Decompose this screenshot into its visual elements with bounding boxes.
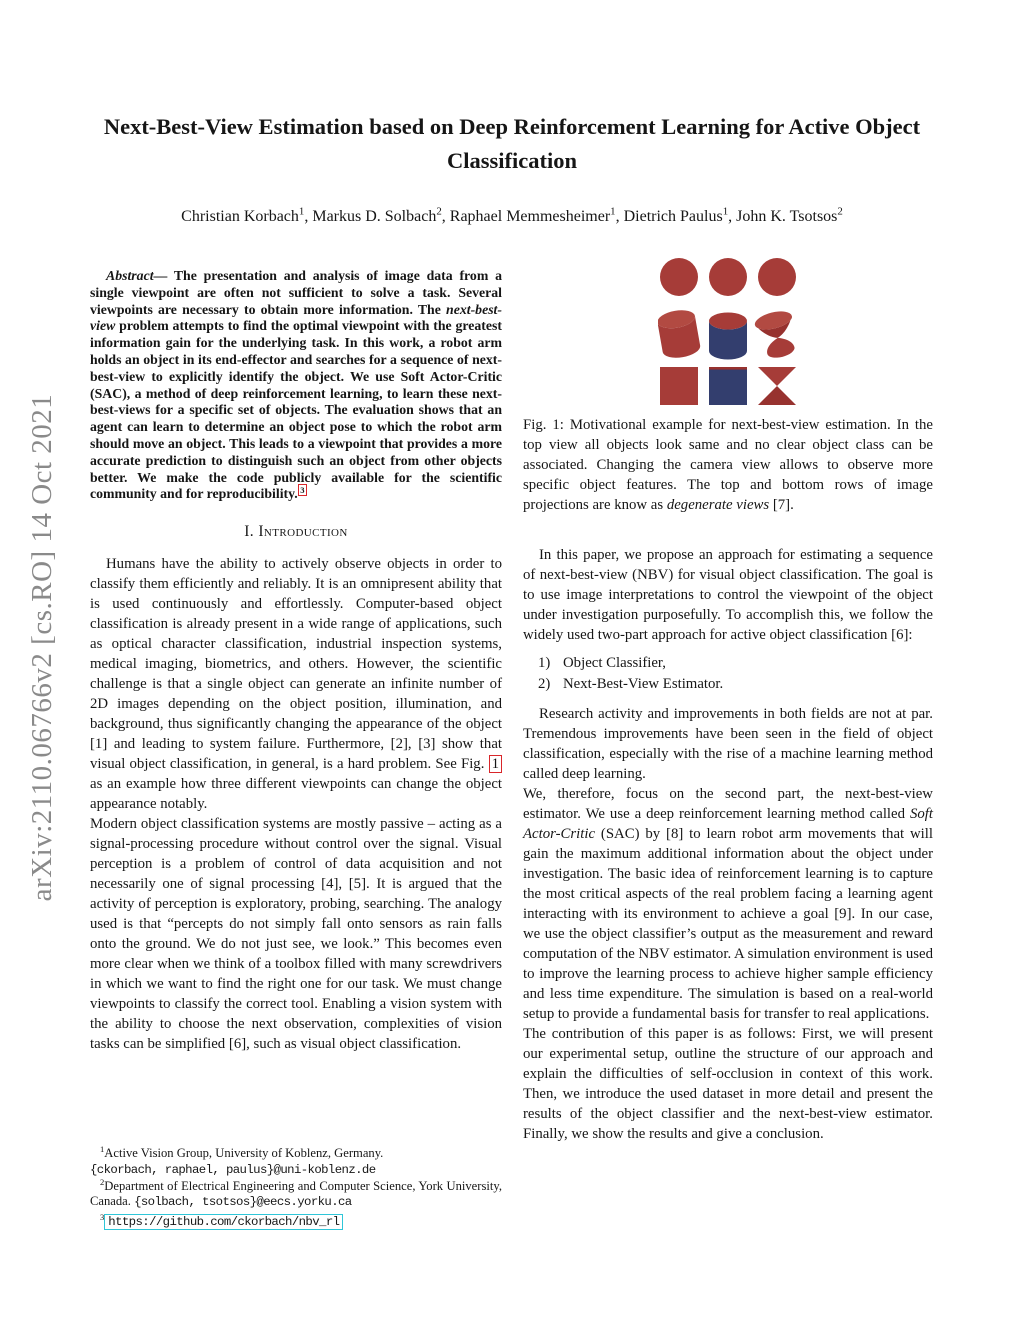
arxiv-banner: arXiv:2110.06766v2 [cs.RO] 14 Oct 2021 (26, 393, 58, 902)
fig1-top-view-circle-3 (758, 258, 796, 296)
fig1-blue-cylinder-red-top (709, 313, 747, 330)
right-paragraph-3: We, therefore, focus on the second part, the next-best-view estimator. We use a deep reinforcement learning method called Soft Actor-Critic (SAC) by [8] to learn robot arm movements that will gain the maximum additional information about the object under investigation. The basic idea of reinforcement learning is to capture the most critical aspects of the real problem facing a learning agent interacting with its environment to achieve a goal [9]. In our case, we use the object classifier’s output as the measurement and reward computation of the NBV estimator. A simulation environment is used to improve the learning process to achieve higher sample efficiency and less time expenditure. The simulation is based on a real-world setup to provide a fundamental basis for transfer to real applications. (523, 786, 933, 1022)
figure-1-reference-link[interactable]: 1 (489, 755, 502, 773)
list-item-marker: 1) (538, 655, 551, 671)
fig1-top-view-circle-2 (709, 258, 747, 296)
list-item-marker: 2) (538, 675, 551, 692)
list-item (523, 674, 933, 695)
right-column (523, 255, 933, 1144)
footnotes-block (90, 1143, 502, 1231)
right-paragraph-4: The contribution of this paper is as follows: First, we will present our experimental setup, outline the structure of our approach and explain the difficulties of self-occlusion in context of this work. Then, we introduce the used dataset in more detail and present the results of the object classifier and the next-best-view estimator. Finally, we show the results and give a conclusion. (523, 1026, 933, 1142)
footnote-2: $^2$Department of Electrical Engineering and Computer Science, York University, Canada. {solbach, tsotsos}@eecs.yorku.ca (90, 1176, 502, 1210)
fig1-side-view-blue-square (709, 367, 747, 405)
list-item-text: Object Classifier, (563, 655, 666, 671)
intro-paragraph-2: Modern object classification systems are mostly passive – acting as a signal-processing procedure without control over the signal. Visual perception is a problem of control of data acquisition and not necessarily one of signal processing [4], [5]. It is argued that the activity of perception is exploratory, probing, searching. The analogy used is that “percepts do not simply fall onto sensors as rain falls onto the ground. We do not just see, we look.” This becomes even more clear when we think of a toolbox filled with many screwdrivers in which we want to find the right one for our task. We must change viewpoints to classify the correct tool. Enabling a vision system with the ability to choose the next observation, complexities of vision tasks can be simplified [6], such as visual object classification. (90, 816, 502, 1053)
intro-paragraph-1: Humans have the ability to actively observe objects in order to classify them efficiently and reliably. It is an omnipresent ability that is used continuously and effortlessly. Computer-based object classification is already present in a wide range of applications, such as optical character classification, industrial inspection systems, medical imaging, biometrics, and others. However, the scientific challenge is that a single object can generate an infinite number of 2D images depending on the object position, illumination, and background, thus significantly changing the appearance of the object [1] and leading to system failure. Furthermore, [2], [3] show that visual object classification, in general, is a hard problem. See Fig. 1 as an example how three different viewpoints can change the object appearance notably. (90, 556, 502, 813)
fig1-top-view-circle-1 (660, 258, 698, 296)
footnote-3: $^3$ https://github.com/ckorbach/nbv_rl (90, 1214, 502, 1231)
fig1-side-view-red-square (660, 367, 698, 405)
github-repo-link[interactable]: https://github.com/ckorbach/nbv_rl (104, 1214, 343, 1230)
figure-1-caption: Fig. 1: Motivational example for next-best-view estimation. In the top view all objects look same and no clear object class can be associated. Changing the camera view allows to observe more specific object features. The top and bottom rows of image projections are know as degenerate views [7]. (523, 417, 933, 513)
footnote-1: $^1$Active Vision Group, University of Koblenz, Germany. {ckorbach, raphael, paulus}@uni-koblenz.de (90, 1143, 384, 1177)
paper-title: Next-Best-View Estimation based on Deep Reinforcement Learning for Active Object Classification (103, 114, 921, 173)
fig1-blue-square-top-edge (709, 367, 747, 370)
fig1-angled-red-cylinder (658, 308, 702, 361)
list-item (523, 653, 933, 674)
fig1-hourglass-lower-cone (764, 335, 796, 361)
fig1-bowtie-top-triangle (758, 367, 796, 386)
two-part-approach-list (523, 653, 933, 694)
abstract: Abstract— The presentation and analysis of image data from a single viewpoint are often not sufficient to solve a task. Several viewpoints are necessary to obtain more information. The next-best-view problem attempts to find the optimal viewpoint with the greatest information gain for the underlying task. In this work, a robot arm holds an object in its end-effector and searches for a sequence of next-best-view to explicitly identify the object. We use Soft Actor-Critic (SAC), a method of deep reinforcement learning, to learn these next-best-views for a specific set of objects. The evaluation shows that an agent can learn to determine an object pose to which the robot arm should move an object. This leads to a viewpoint that provides a more accurate prediction to distinguish such an object from other objects better. We make the code publicly available for the scientific community and for reproducibility. $^3$ (90, 268, 502, 502)
right-paragraph-1: In this paper, we propose an approach for estimating a sequence of next-best-view (NBV) for visual object classification. The goal is to use image interpretations to control the viewpoint of the object under investigation purposefully. To accomplish this, we follow the widely used two-part approach for active object classification [6]: (523, 547, 933, 643)
section-heading-introduction: I. Introduction (244, 523, 348, 541)
fig1-angled-hourglass (753, 308, 798, 361)
column-gap (523, 515, 933, 545)
authors-line: Christian Korbach$^1$, Markus D. Solbach$^2$, Raphael Memmesheimer$^1$, Dietrich Paulus$^1$, John K. Tsotsos$^2$ (181, 205, 843, 225)
left-column (90, 268, 502, 1054)
fig1-bowtie-bottom-triangle (758, 386, 796, 405)
right-paragraph-2: Research activity and improvements in both fields are not at par. Tremendous improvements have been seen in the field of object classification, especially with the rise of a machine learning method called deep learning. (523, 706, 933, 782)
figure-1-image (658, 257, 798, 409)
footnote-3-reference-link[interactable]: 3 (298, 484, 307, 496)
fig1-angled-blue-cylinder (709, 313, 747, 360)
list-item-text: Next-Best-View Estimator. (563, 675, 724, 692)
